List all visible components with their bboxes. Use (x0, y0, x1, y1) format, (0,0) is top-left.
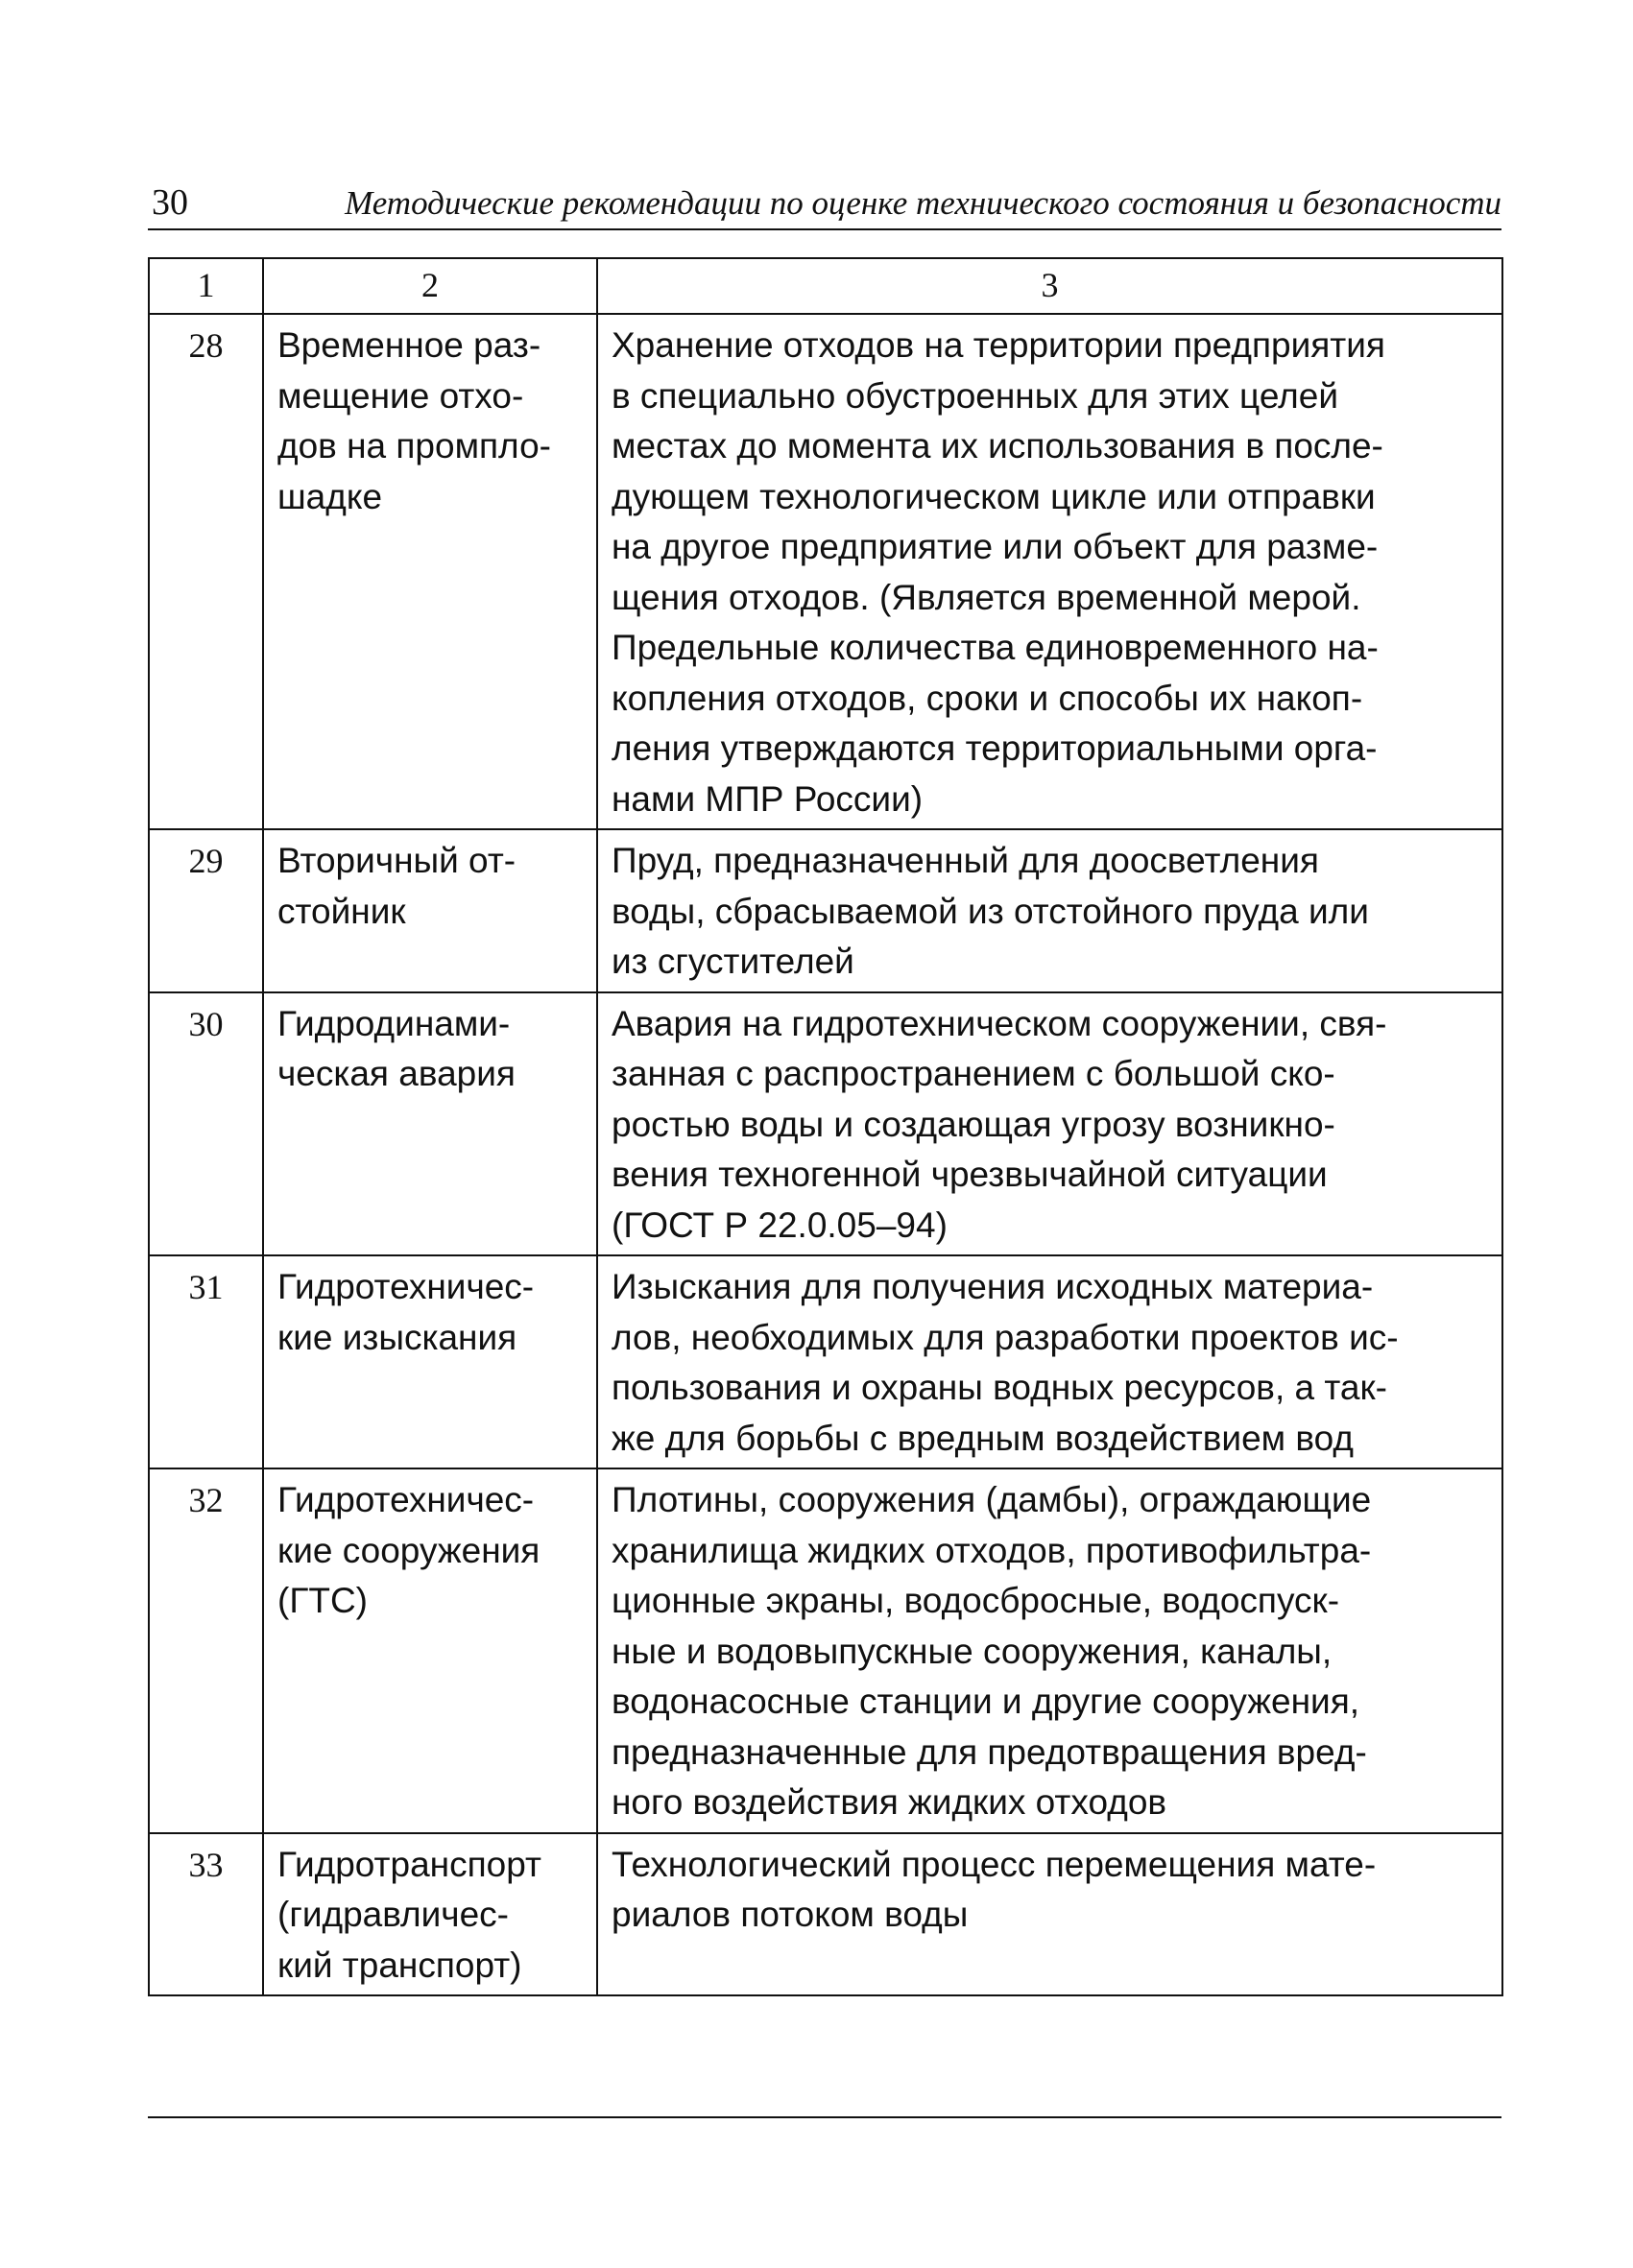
definition-line: ционные экраны, водосбросные, водоспуск- (612, 1581, 1340, 1620)
definition-line: занная с распространением с большой ско- (612, 1054, 1335, 1093)
definition-cell (597, 829, 1502, 992)
definition-line: Хранение отходов на территории предприятия (612, 325, 1385, 365)
row-number: 30 (149, 992, 263, 1256)
term-line: Вторичный от- (277, 841, 516, 880)
running-header (148, 180, 1501, 230)
table-header-row (149, 258, 1502, 314)
definition-cell (597, 1468, 1502, 1833)
term-cell (263, 829, 597, 992)
term-cell (263, 1468, 597, 1833)
term-line: дов на промпло- (277, 426, 551, 466)
definition-line: вения техногенной чрезвычайной ситуации (612, 1155, 1328, 1194)
definition-line: лов, необходимых для разработки проектов ис- (612, 1317, 1399, 1357)
definition-line: же для борьбы с вредным воздействием вод (612, 1418, 1354, 1458)
term-cell (263, 1255, 597, 1468)
term-line: кий транспорт) (277, 1945, 522, 1985)
definition-line: Предельные количества единовременного на- (612, 628, 1379, 667)
term-line: стойник (277, 891, 406, 931)
row-number: 28 (149, 314, 263, 829)
terms-table (148, 257, 1503, 1996)
definition-cell (597, 992, 1502, 1256)
row-number: 33 (149, 1833, 263, 1996)
row-number: 29 (149, 829, 263, 992)
definition-line: водонасосные станции и другие сооружения, (612, 1682, 1360, 1721)
definition-line: копления отходов, сроки и способы их накоп- (612, 678, 1363, 718)
column-header-1: 1 (149, 258, 263, 314)
term-line: мещение отхо- (277, 375, 524, 416)
running-title: Методические рекомендации по оценке технического состояния и безопасности (345, 184, 1501, 222)
table-row (149, 314, 1502, 829)
page-number: 30 (152, 182, 188, 223)
term-cell (263, 1833, 597, 1996)
term-line: шадке (277, 476, 383, 516)
definition-line: хранилища жидких отходов, противофильтра- (612, 1530, 1372, 1570)
term-line: ческая авария (277, 1054, 516, 1093)
term-line: кие сооружения (277, 1530, 540, 1570)
definition-line: Плотины, сооружения (дамбы), ограждающие (612, 1480, 1372, 1519)
definition-line: Пруд, предназначенный для доосветления (612, 841, 1319, 880)
table-row (149, 1255, 1502, 1468)
definition-cell (597, 314, 1502, 829)
definition-line: (ГОСТ Р 22.0.05–94) (612, 1205, 948, 1245)
term-line: Гидротранспорт (277, 1844, 541, 1884)
definition-line: предназначенные для предотвращения вред- (612, 1731, 1367, 1772)
definition-line: щения отходов. (Является временной мерой. (612, 577, 1361, 617)
row-number: 31 (149, 1255, 263, 1468)
term-line: Временное раз- (277, 325, 541, 365)
term-line: Гидротехничес- (277, 1267, 535, 1306)
term-line: Гидротехничес- (277, 1480, 535, 1519)
term-line: (гидравличес- (277, 1895, 509, 1934)
definition-line: воды, сбрасываемой из отстойного пруда или (612, 891, 1369, 931)
definition-line: из сгустителей (612, 942, 854, 981)
definition-line: ного воздействия жидких отходов (612, 1782, 1167, 1822)
definition-line: ростью воды и создающая угрозу возникно- (612, 1104, 1335, 1144)
table-row (149, 1833, 1502, 1996)
definition-line: Авария на гидротехническом сооружении, свя- (612, 1003, 1387, 1043)
definition-line: в специально обустроенных для этих целей (612, 375, 1339, 416)
column-header-2: 2 (263, 258, 597, 314)
term-line: Гидродинами- (277, 1003, 511, 1043)
footer-rule (148, 2116, 1501, 2118)
definition-line: Изыскания для получения исходных материа- (612, 1267, 1374, 1306)
definition-line: ления утверждаются территориальными орга- (612, 728, 1378, 768)
term-line: кие изыскания (277, 1317, 517, 1357)
column-header-3: 3 (597, 258, 1502, 314)
definition-line: пользования и охраны водных ресурсов, а так- (612, 1368, 1388, 1407)
definition-line: дующем технологическом цикле или отправки (612, 476, 1376, 516)
term-line: (ГТС) (277, 1581, 368, 1620)
definition-line: Технологический процесс перемещения мате- (612, 1844, 1377, 1884)
definition-line: нами МПР России) (612, 778, 924, 819)
definition-line: местах до момента их использования в после- (612, 426, 1383, 466)
definition-line: ные и водовыпускные сооружения, каналы, (612, 1631, 1333, 1671)
table-row (149, 992, 1502, 1256)
definition-line: риалов потоком воды (612, 1895, 969, 1934)
definition-cell (597, 1833, 1502, 1996)
definition-line: на другое предприятие или объект для разме- (612, 527, 1379, 566)
definition-cell (597, 1255, 1502, 1468)
table-row (149, 1468, 1502, 1833)
term-cell (263, 992, 597, 1256)
table-row (149, 829, 1502, 992)
term-cell (263, 314, 597, 829)
row-number: 32 (149, 1468, 263, 1833)
